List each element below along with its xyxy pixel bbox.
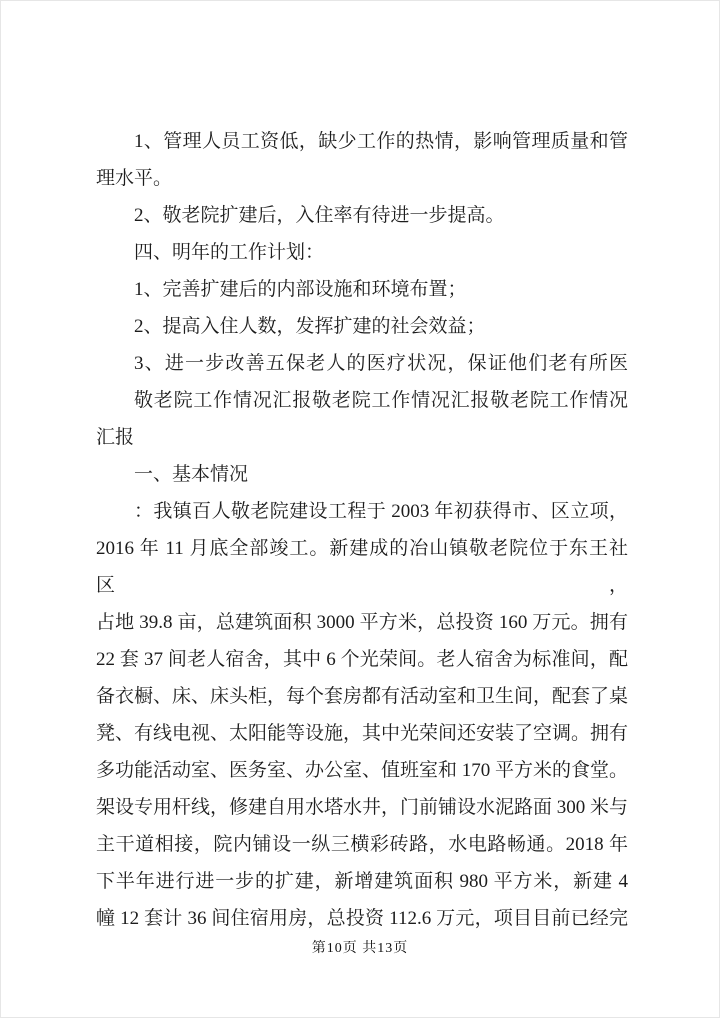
text-line: 汇报 <box>96 427 135 448</box>
text-line: 2、敬老院扩建后，入住率有待进一步提高。 <box>134 205 505 226</box>
text-line: 备衣橱、床、床头柜，每个套房都有活动室和卫生间，配套了桌 <box>96 686 629 707</box>
text-line: 1、管理人员工资低，缺少工作的热情，影响管理质量和管 <box>134 131 628 152</box>
text-line: 2016 年 11 月底全部竣工。新建成的冶山镇敬老院位于东王社区， <box>96 538 628 596</box>
text-line: 幢 12 套计 36 间住宿用房，总投资 112.6 万元，项目目前已经完 <box>96 908 628 929</box>
text-line: ：我镇百人敬老院建设工程于 2003 年初获得市、区立项， <box>134 501 628 522</box>
text-line: 凳、有线电视、太阳能等设施，其中光荣间还安装了空调。拥有 <box>96 723 629 744</box>
text-line: 多功能活动室、医务室、办公室、值班室和 170 平方米的食堂。 <box>96 760 629 781</box>
text-line: 一、基本情况 <box>134 464 249 485</box>
text-line: 主干道相接，院内铺设一纵三横彩砖路，水电路畅通。2018 年 <box>96 834 628 855</box>
text-line: 22 套 37 间老人宿舍，其中 6 个光荣间。老人宿舍为标准间，配 <box>96 649 628 670</box>
text-line: 2、提高入住人数，发挥扩建的社会效益； <box>134 316 486 337</box>
text-line: 下半年进行进一步的扩建，新增建筑面积 980 平方米，新建 4 <box>96 871 628 892</box>
text-line: 占地 39.8 亩，总建筑面积 3000 平方米，总投资 160 万元。拥有 <box>96 612 628 633</box>
document-body <box>96 123 628 937</box>
text-line: 四、明年的工作计划： <box>134 242 325 263</box>
text-line: 1、完善扩建后的内部设施和环境布置； <box>134 279 467 300</box>
text-line: 理水平。 <box>96 168 173 189</box>
text-line: 3、进一步改善五保老人的医疗状况，保证他们老有所医 <box>134 353 628 374</box>
text-line: 架设专用杆线，修建自用水塔水井，门前铺设水泥路面 300 米与 <box>96 797 629 818</box>
text-line: 敬老院工作情况汇报敬老院工作情况汇报敬老院工作情况 <box>134 390 628 411</box>
page-number-footer: 第10页 共13页 <box>311 941 409 956</box>
